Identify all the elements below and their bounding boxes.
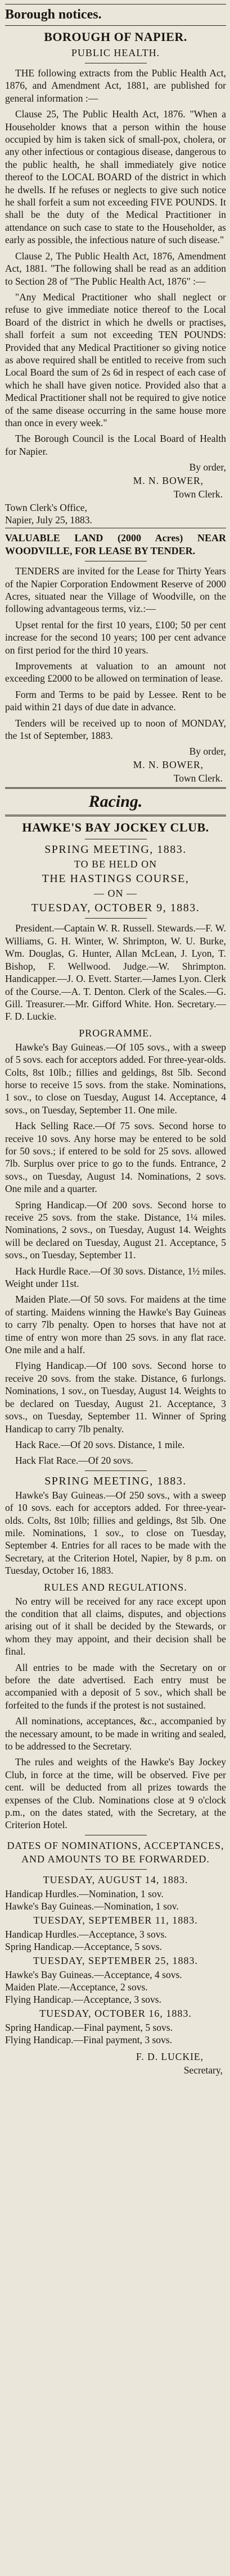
section-rule xyxy=(5,787,226,789)
date-line: Napier, July 25, 1883. xyxy=(5,514,92,526)
spacer xyxy=(5,2046,226,2050)
race-entry: Flying Handicap.—Of 100 sovs. Second horse to receive 20 sovs. from the stake. Distance, 6 furlongs. Nominations, 1 sov., on Tuesday, August 14. Weights to be declared on Tuesday, August 21. Acceptance, 3 sovs., on Tuesday, September 11. Winner of Spring Handicap to carry 7lb penalty. xyxy=(5,1360,226,1435)
local-board-text: The Borough Council is the Local Board of Health for Napier. xyxy=(5,433,226,457)
spring-meeting-heading: SPRING MEETING, 1883. xyxy=(44,843,187,856)
signature-title: Town Clerk. xyxy=(173,773,223,784)
section-rule xyxy=(5,815,226,816)
payment-date: TUESDAY, SEPTEMBER 25, 1883. xyxy=(33,1954,199,1966)
rules-text: All nominations, acceptances, &c., accompanied by the necessary amount, to be made in writing and sealed, to be addressed to the Secretary. xyxy=(5,1715,226,1752)
payment-item: Flying Handicap.—Final payment, 3 sovs. xyxy=(5,2034,172,2045)
borough-notice-heading: BOROUGH OF NAPIER. xyxy=(44,30,187,44)
race-entry: Hack Flat Race.—Of 20 sovs. xyxy=(15,1455,133,1467)
rules-text: The rules and weights of the Hawke's Bay Jockey Club, in force at the time, will be observed. Five per cent. will be deducted from all prizes towards the expenses of the Club. Nominations close at 9 o'clock p.m., on the dates stated, with the Secretary, at the Criterion Hotel. xyxy=(5,1756,226,1831)
dates-heading: DATES OF NOMINATIONS, ACCEPTANCES, AND AMOUNTS TO BE FORWARDED. xyxy=(7,1839,224,1865)
signature-by-order: By order, xyxy=(189,746,226,757)
signature-block xyxy=(5,2050,226,2063)
payment-item: Handicap Hurdles.—Acceptance, 3 sovs. xyxy=(5,1928,167,1940)
signature-block xyxy=(5,474,226,487)
improvements-text: Improvements at valuation to an amount not exceeding £2000 to be allowed on termination of lease. xyxy=(5,660,226,684)
payment-date: TUESDAY, OCTOBER 16, 1883. xyxy=(39,2007,192,2019)
payment-date: TUESDAY, AUGUST 14, 1883. xyxy=(43,1874,188,1885)
payment-item: Maiden Plate.—Acceptance, 2 sovs. xyxy=(5,1981,148,1993)
payment-item: Handicap Hurdles.—Nomination, 1 sov. xyxy=(5,1888,164,1899)
clause-2-text: Clause 2, The Public Health Act, 1876, Amendment Act, 1881. "The following shall be read as an addition to Section 28 of "The Public Health Act, 1876" :— xyxy=(5,250,226,287)
medical-practitioner-text: "Any Medical Practitioner who shall neglect or refuse to give immediate notice thereof to the Local Board of the district in which he dwells or practises, shall forfeit a sum not exceeding TEN POUNDS: Provided that any Medical Practitioner so giving notice as above required shall be entitled to receive from such Local Board the sum of 2s 6d in respect of each case of which he shall have given notice. Provided also that a Medical Practitioner shall not be required to give notice of the same disease occurring in the same house more than once in every week." xyxy=(5,291,226,428)
tender-deadline-text: Tenders will be received up to noon of MONDAY, the 1st of September, 1883. xyxy=(5,717,226,742)
to-be-held-line: TO BE HELD ON xyxy=(74,858,157,870)
rent-terms-text: Form and Terms to be paid by Lessee. Rent to be paid within 21 days of due date in advance. xyxy=(5,688,226,713)
on-line: — ON — xyxy=(94,888,137,899)
signature-title: Town Clerk. xyxy=(173,488,223,500)
spring-meeting-heading: SPRING MEETING, 1883. xyxy=(44,1474,187,1487)
race-entry: Hawke's Bay Guineas.—Of 105 sovs., with a sweep of 5 sovs. each for acceptors added. For three-year-olds. Colts, 8st 10lb.; fillies and geldings, 8st 5lb. Second horse to receive 15 sovs. from the stake. Nominations, 1 sov., to close on Tuesday, August 14. Acceptance, 4 sovs., on Tuesday, September 11. One mile. xyxy=(5,1041,226,1116)
race-date: TUESDAY, OCTOBER 9, 1883. xyxy=(31,902,200,915)
land-lease-title: VALUABLE LAND (2000 Acres) NEAR WOODVILLE, FOR LEASE BY TENDER. xyxy=(5,532,226,557)
rules-text: All entries to be made with the Secretary on or before the date advertised. Each entry must be accompanied with a deposit of 5 sov., which shall be forfeited to the funds if the protest is not sustained. xyxy=(5,1661,226,1711)
course-name: THE HASTINGS COURSE, xyxy=(42,873,190,885)
payment-item: Hawke's Bay Guineas.—Acceptance, 4 sovs. xyxy=(5,1968,182,1980)
rules-text: No entry will be received for any race except upon the condition that all claims, disputes, and objections arising out of it shall be decided by the Stewards, or whom they may appoint, and their decision shall be final. xyxy=(5,1595,226,1657)
borough-notice-intro: THE following extracts from the Public Health Act, 1876, and Amendment Act, 1881, are published for general information :— xyxy=(5,67,226,104)
rental-text: Upset rental for the first 10 years, £100; 50 per cent increase for the second 10 years; 100 per cent advance on first period for the third 10 years. xyxy=(5,619,226,656)
office-line: Town Clerk's Office, xyxy=(5,502,87,514)
signature-title: Secretary, xyxy=(183,2064,223,2076)
clause-25-text: Clause 25, The Public Health Act, 1876. "When a Householder knows that a person within the house occupied by him is taken sick of small-pox, cholera, or any other infectious or contagious disease, dangerous to the public health, he shall immediately give notice thereof to the LOCAL BOARD of the district in which he dwells. If he refuses or neglects to give such notice he shall forfeit a sum not exceeding FIVE POUNDS. It shall be the duty of the Medical Practitioner in attendance on such case to state to the Householder, as early as possible, the infectious nature of such disease." xyxy=(5,108,226,246)
payment-item: Flying Handicap.—Acceptance, 3 sovs. xyxy=(5,1993,161,2005)
signature-name: F. D. LUCKIE, xyxy=(136,2050,204,2062)
payment-item: Spring Handicap.—Acceptance, 5 sovs. xyxy=(5,1940,162,1952)
jockey-club-heading: HAWKE'S BAY JOCKEY CLUB. xyxy=(22,820,209,835)
payment-date: TUESDAY, SEPTEMBER 11, 1883. xyxy=(33,1914,198,1926)
divider xyxy=(85,918,147,919)
signature-by-order: By order, xyxy=(189,462,226,473)
race-entry: Spring Handicap.—Of 200 sovs. Second horse to receive 25 sovs. from the stake. Distance, 1¼ miles. Nominations, 2 sovs., on Tuesday, August 14. Weights will be declared on Tuesday, August 21. Acceptance, 5 sovs., on Tuesday, September 11. xyxy=(5,1199,226,1261)
divider xyxy=(85,1869,147,1870)
programme-heading: PROGRAMME. xyxy=(79,1027,152,1039)
race-entry: Maiden Plate.—Of 50 sovs. For maidens at the time of starting. Maidens winning the Hawke's Bay Guineas to carry 7lb penalty. Open to horses that have not at time of entry won more than 25 sovs. in any flat race. One mile and a half. xyxy=(5,1294,226,1356)
tenders-text: TENDERS are invited for the Lease for Thirty Years of the Napier Corporation Endowment Reserve of 2000 Acres, situated near the Village of Woodville, on the following advantageous terms, viz.:— xyxy=(5,565,226,615)
signature-name: M. N. BOWER, xyxy=(133,759,204,771)
race-entry: Hawke's Bay Guineas.—Of 250 sovs., with a sweep of 10 sovs. each for acceptors added. For three-year-olds. Colts, 8st 10lb; fillies and geldings, 8st 5lb. One mile. Nominations, 1 sov., to close on Tuesday, September 4. Entries for all races to be made with the Secretary, at the Criterion Hotel, Napier, by 8 p.m. on Tuesday, October 16, 1883. xyxy=(5,1489,226,1577)
race-entry: Hack Selling Race.—Of 75 sovs. Second horse to receive 10 sovs. Any horse may be entered to be sold for 50 sovs.; if entered to be sold for 25 sovs. allowed 7lb. Surplus over price to go to the funds. Entrance, 2 sovs., on Tuesday, August 14. Nominations, 2 sovs. One mile and a quarter. xyxy=(5,1120,226,1195)
race-entry: Hack Hurdle Race.—Of 30 sovs. Distance, 1½ miles. Weight under 11st. xyxy=(5,1265,226,1290)
signature-name: M. N. BOWER, xyxy=(133,475,204,487)
racing-section-title: Racing. xyxy=(88,792,143,811)
rules-heading: RULES AND REGULATIONS. xyxy=(44,1581,187,1593)
section-rule xyxy=(5,25,226,26)
race-entry: Hack Race.—Of 20 sovs. Distance, 1 mile. xyxy=(15,1438,185,1450)
borough-notices-section-title: Borough notices. xyxy=(5,7,102,22)
club-officials: President.—Captain W. R. Russell. Stewards.—F. W. Williams, G. H. Winter, W. Shrimpton, W. U. Burke, Wm. Douglas, G. Hunter, Allan McLean, J. Lyon, T. Bishop, F. Wellwood. Judge.—W. Shrimpton. Handicapper.—J. O. Evett. Starter.—James Lyon. Clerk of the Course.—A. T. Denton. Clerk of the Scales.—G. Gill. Treasurer.—Mr. Gifford White. Hon. Secretary.—F. D. Luckie. xyxy=(5,922,226,1022)
payment-item: Hawke's Bay Guineas.—Nomination, 1 sov. xyxy=(5,1900,179,1912)
payment-item: Spring Handicap.—Final payment, 5 sovs. xyxy=(5,2021,173,2033)
divider xyxy=(85,1470,147,1471)
public-health-subheading: PUBLIC HEALTH. xyxy=(71,47,160,58)
signature-block xyxy=(5,759,226,771)
